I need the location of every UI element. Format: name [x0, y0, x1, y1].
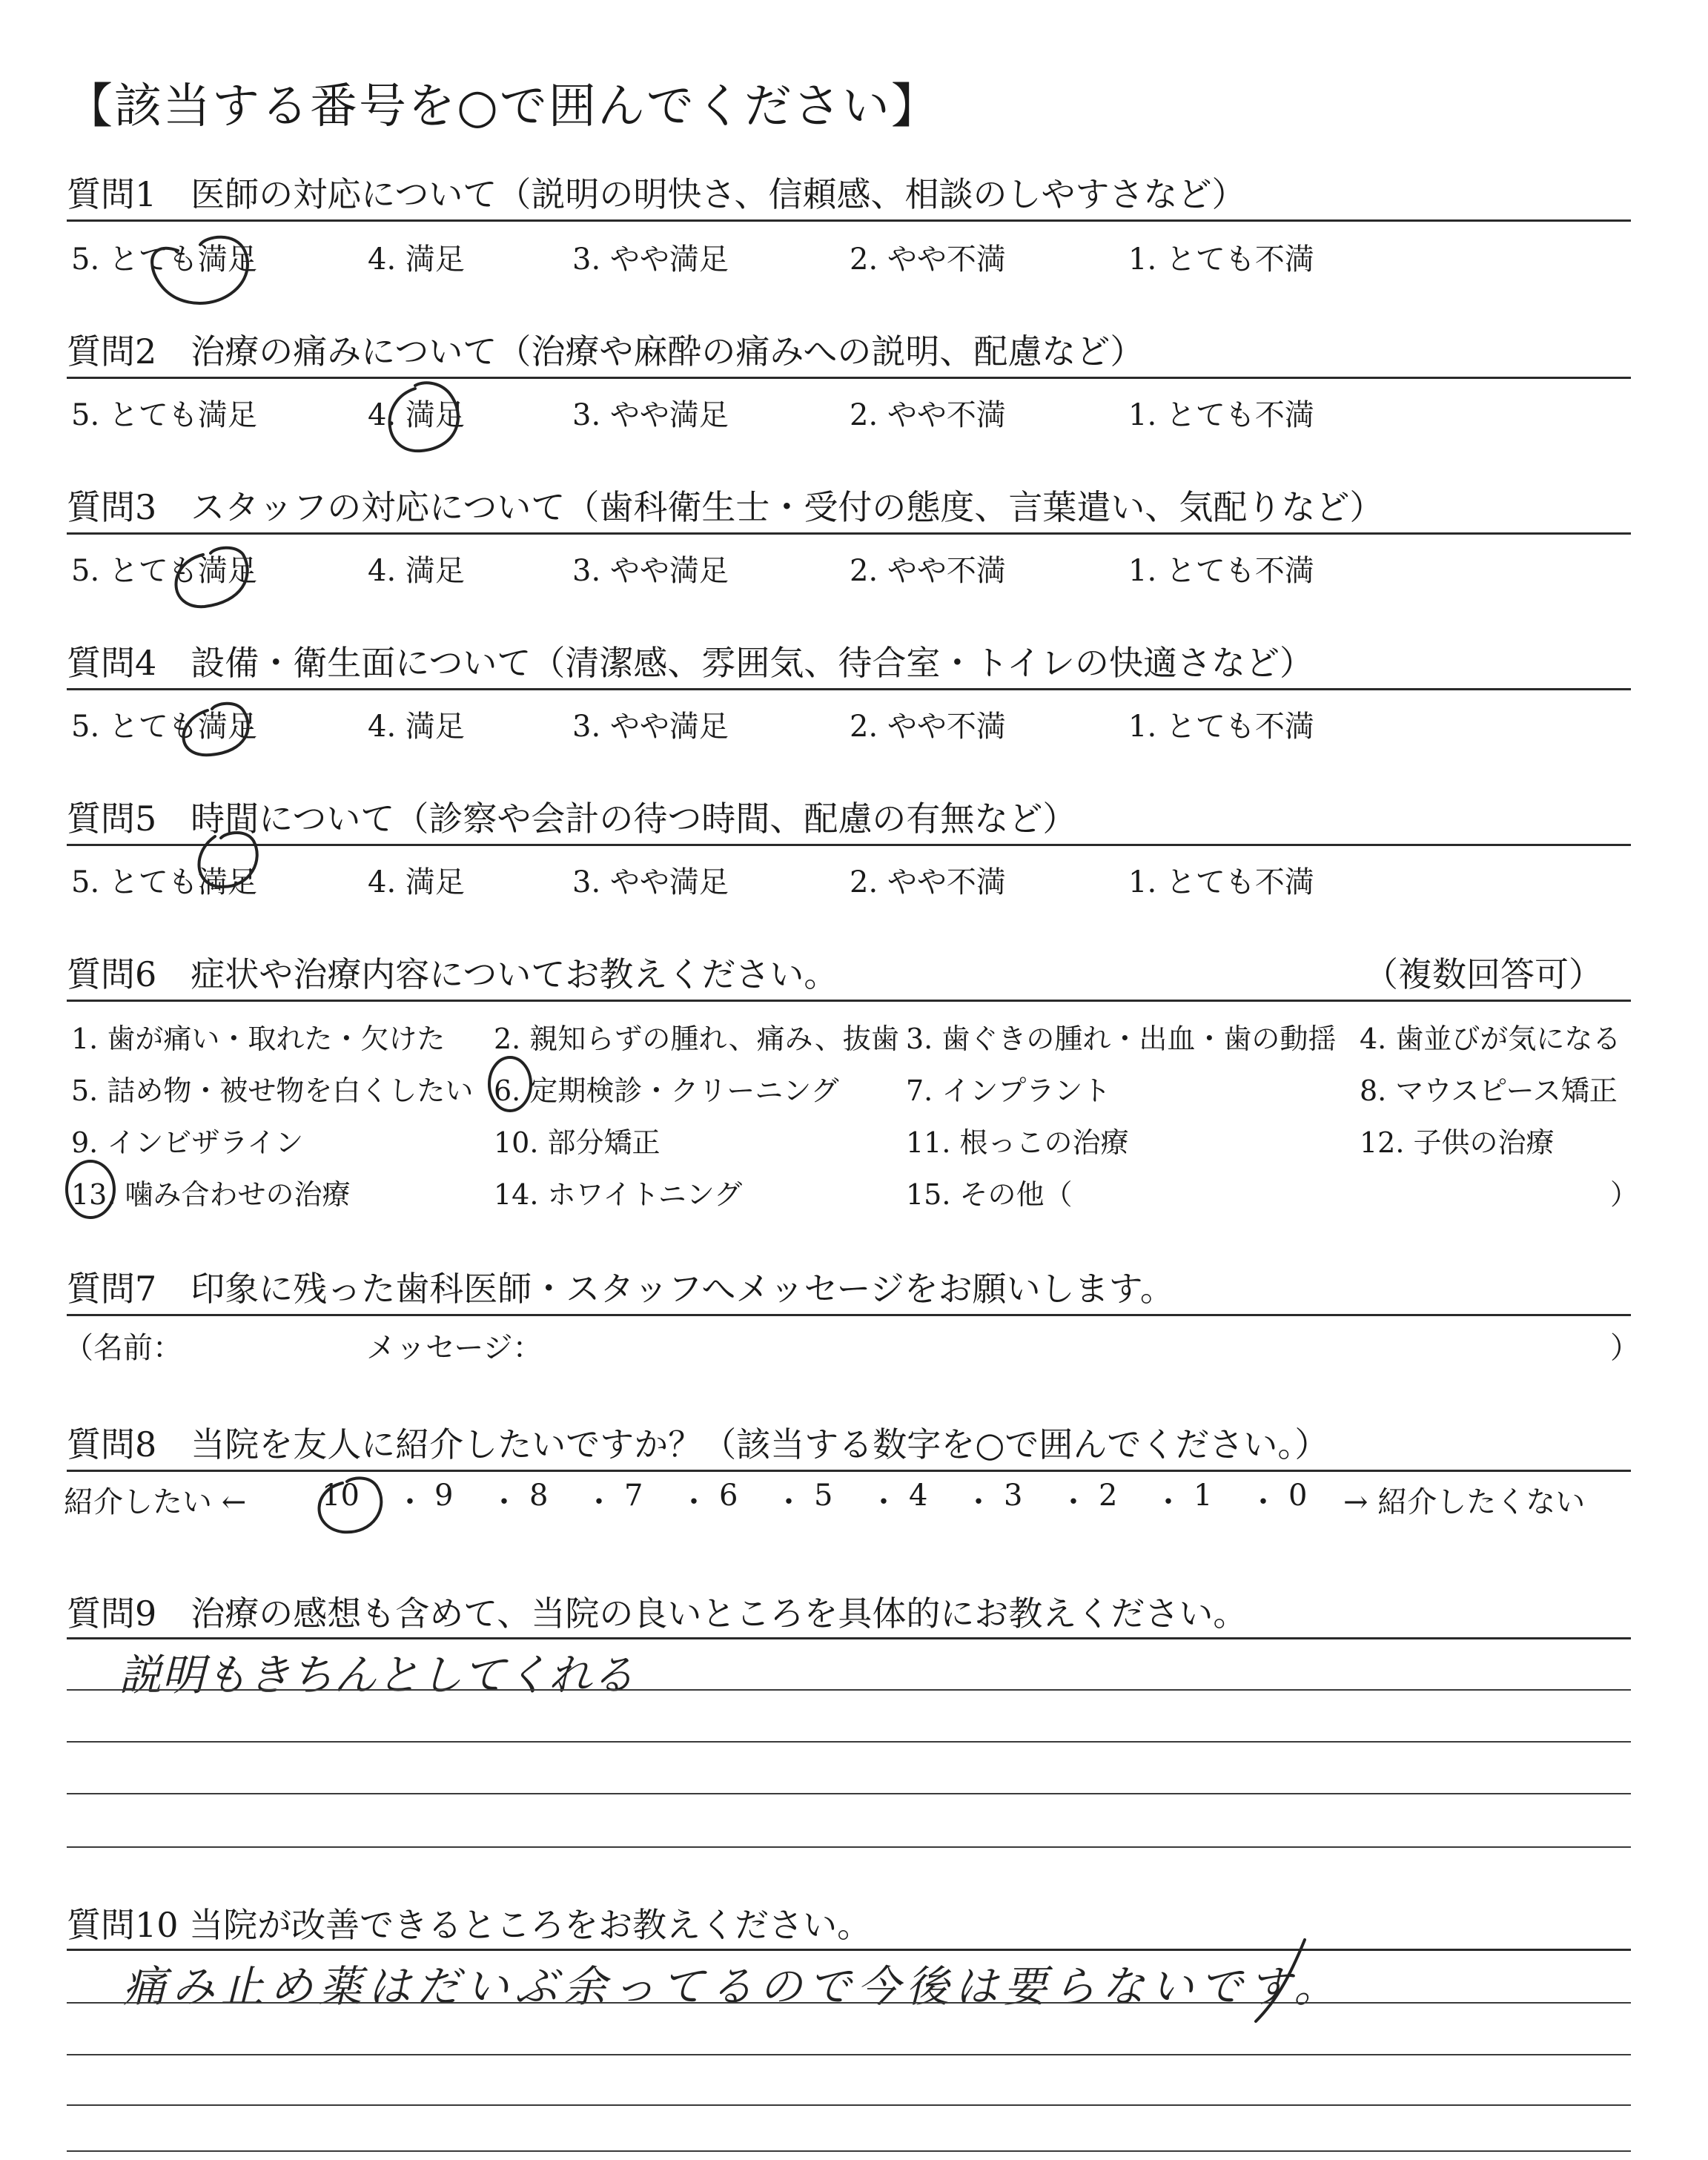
q3-option-2[interactable]: 2. やや不満 — [850, 554, 1006, 588]
q6-item-2[interactable]: 2. 親知らずの腫れ、痛み、抜歯 — [494, 1023, 899, 1055]
q8-scale-4[interactable]: 4 — [909, 1479, 928, 1513]
q4-option-3[interactable]: 3. やや満足 — [572, 710, 729, 744]
q10-answer-line — [67, 2002, 1631, 2004]
q1-option-4[interactable]: 4. 満足 — [368, 242, 465, 277]
q8-scale-6[interactable]: 6 — [719, 1479, 738, 1513]
q5-rule — [67, 844, 1631, 846]
q8-left-label: 紹介したい ← — [64, 1485, 247, 1519]
q6-item-4[interactable]: 4. 歯並びが気になる — [1360, 1023, 1621, 1055]
q10-handwritten-answer[interactable]: 痛み止め薬はだいぶ余ってるので今後は要らないです。 — [123, 1961, 1343, 2012]
q4-option-2[interactable]: 2. やや不満 — [850, 710, 1006, 744]
q2-title: 質問2 治療の痛みについて（治療や麻酔の痛みへの説明、配慮など） — [67, 331, 1145, 371]
q5-option-3[interactable]: 3. やや満足 — [572, 865, 729, 899]
q8-sep: ・ — [489, 1485, 519, 1519]
q9-title: 質問9 治療の感想も含めて、当院の良いところを具体的にお教えください。 — [67, 1593, 1248, 1634]
q3-option-1[interactable]: 1. とても不満 — [1128, 554, 1314, 588]
q7-title: 質問7 印象に残った歯科医師・スタッフへメッセージをお願いします。 — [67, 1269, 1174, 1309]
q6-item-9[interactable]: 9. インビザライン — [71, 1126, 304, 1159]
q9-handwritten-answer[interactable]: 説明もきちんとしてくれる — [119, 1650, 635, 1700]
q4-option-4[interactable]: 4. 満足 — [368, 710, 465, 744]
q10-answer-line — [67, 2150, 1631, 2152]
q6-item-1[interactable]: 1. 歯が痛い・取れた・欠けた — [71, 1023, 446, 1055]
q10-answer-line — [67, 2104, 1631, 2106]
q5-option-2[interactable]: 2. やや不満 — [850, 865, 1006, 899]
q6-item-15-close: ） — [1610, 1178, 1639, 1211]
q8-sep: ・ — [774, 1485, 804, 1519]
q8-sep: ・ — [964, 1485, 993, 1519]
q8-sep: ・ — [679, 1485, 709, 1519]
page-header: 【該当する番号を○で囲んでください】 — [65, 79, 940, 134]
q9-answer-line — [67, 1689, 1631, 1691]
q2-option-5[interactable]: 5. とても満足 — [71, 398, 257, 432]
q6-title: 質問6 症状や治療内容についてお教えください。 — [67, 954, 838, 994]
q8-sep: ・ — [1153, 1485, 1183, 1519]
q8-scale-1[interactable]: 1 — [1194, 1479, 1213, 1513]
q5-option-5[interactable]: 5. とても満足 — [71, 865, 257, 899]
q2-option-1[interactable]: 1. とても不満 — [1128, 398, 1314, 432]
q4-option-1[interactable]: 1. とても不満 — [1128, 710, 1314, 744]
q1-title: 質問1 医師の対応について（説明の明快さ、信頼感、相談のしやすさなど） — [67, 174, 1246, 214]
q8-sep: ・ — [584, 1485, 614, 1519]
q8-scale-9[interactable]: 9 — [434, 1479, 454, 1513]
q8-scale-3[interactable]: 3 — [1004, 1479, 1023, 1513]
q8-sep: ・ — [1248, 1485, 1278, 1519]
q10-answer-line — [67, 2054, 1631, 2055]
q5-title: 質問5 時間について（診察や会計の待つ時間、配慮の有無など） — [67, 799, 1077, 839]
q9-answer-line — [67, 1741, 1631, 1743]
q5-option-4[interactable]: 4. 満足 — [368, 865, 465, 899]
q6-item-13[interactable]: 13. 噛み合わせの治療 — [71, 1178, 351, 1211]
q8-scale-0[interactable]: 0 — [1288, 1479, 1308, 1513]
q4-title: 質問4 設備・衛生面について（清潔感、雰囲気、待合室・トイレの快適さなど） — [67, 643, 1314, 683]
q6-item-10[interactable]: 10. 部分矯正 — [494, 1126, 661, 1159]
q2-option-3[interactable]: 3. やや満足 — [572, 398, 729, 432]
q6-item-12[interactable]: 12. 子供の治療 — [1360, 1126, 1555, 1159]
q3-title: 質問3 スタッフの対応について（歯科衛生士・受付の態度、言葉遣い、気配りなど） — [67, 487, 1384, 527]
q8-right-label: → 紹介したくない — [1343, 1485, 1586, 1519]
q9-answer-line — [67, 1793, 1631, 1794]
q6-rule — [67, 1000, 1631, 1002]
q5-option-1[interactable]: 1. とても不満 — [1128, 865, 1314, 899]
q1-option-2[interactable]: 2. やや不満 — [850, 242, 1006, 277]
q6-item-7[interactable]: 7. インプラント — [906, 1074, 1111, 1107]
q4-rule — [67, 688, 1631, 690]
q1-option-1[interactable]: 1. とても不満 — [1128, 242, 1314, 277]
q3-option-3[interactable]: 3. やや満足 — [572, 554, 729, 588]
q6-item-11[interactable]: 11. 根っこの治療 — [906, 1126, 1129, 1159]
q2-option-4[interactable]: 4. 満足 — [368, 398, 465, 432]
q3-rule — [67, 532, 1631, 535]
q1-option-3[interactable]: 3. やや満足 — [572, 242, 729, 277]
q6-item-14[interactable]: 14. ホワイトニング — [494, 1178, 743, 1211]
q3-option-5[interactable]: 5. とても満足 — [71, 554, 257, 588]
q6-item-15[interactable]: 15. その他（ — [906, 1178, 1073, 1211]
q3-option-4[interactable]: 4. 満足 — [368, 554, 465, 588]
q8-sep: ・ — [395, 1485, 425, 1519]
q7-rule — [67, 1314, 1631, 1316]
q6-item-5[interactable]: 5. 詰め物・被せ物を白くしたい — [71, 1074, 474, 1107]
q8-scale-7[interactable]: 7 — [624, 1479, 643, 1513]
q1-option-5[interactable]: 5. とても満足 — [71, 242, 257, 277]
q6-item-8[interactable]: 8. マウスピース矯正 — [1360, 1074, 1618, 1107]
q6-item-3[interactable]: 3. 歯ぐきの腫れ・出血・歯の動揺 — [906, 1023, 1337, 1055]
q10-rule — [67, 1949, 1631, 1951]
q6-note: （複数回答可） — [1364, 954, 1603, 994]
q7-close: ） — [1610, 1331, 1640, 1365]
q9-rule — [67, 1637, 1631, 1639]
q7-name-label: （名前： — [64, 1331, 182, 1365]
q4-option-5[interactable]: 5. とても満足 — [71, 710, 257, 744]
q2-rule — [67, 377, 1631, 379]
q8-rule — [67, 1470, 1631, 1472]
q8-scale-10[interactable]: 10 — [322, 1479, 360, 1513]
q7-message-label: メッセージ： — [366, 1331, 543, 1365]
q9-answer-line — [67, 1846, 1631, 1848]
q8-sep: ・ — [869, 1485, 898, 1519]
q10-title: 質問10 当院が改善できるところをお教えください。 — [67, 1905, 872, 1945]
q2-option-2[interactable]: 2. やや不満 — [850, 398, 1006, 432]
q8-scale-5[interactable]: 5 — [814, 1479, 833, 1513]
q8-scale-8[interactable]: 8 — [529, 1479, 549, 1513]
q8-title: 質問8 当院を友人に紹介したいですか？（該当する数字を○で囲んでください。） — [67, 1424, 1329, 1464]
q8-sep: ・ — [1059, 1485, 1088, 1519]
q1-rule — [67, 219, 1631, 222]
q6-item-6[interactable]: 6. 定期検診・クリーニング — [494, 1074, 839, 1107]
q8-scale-2[interactable]: 2 — [1099, 1479, 1118, 1513]
